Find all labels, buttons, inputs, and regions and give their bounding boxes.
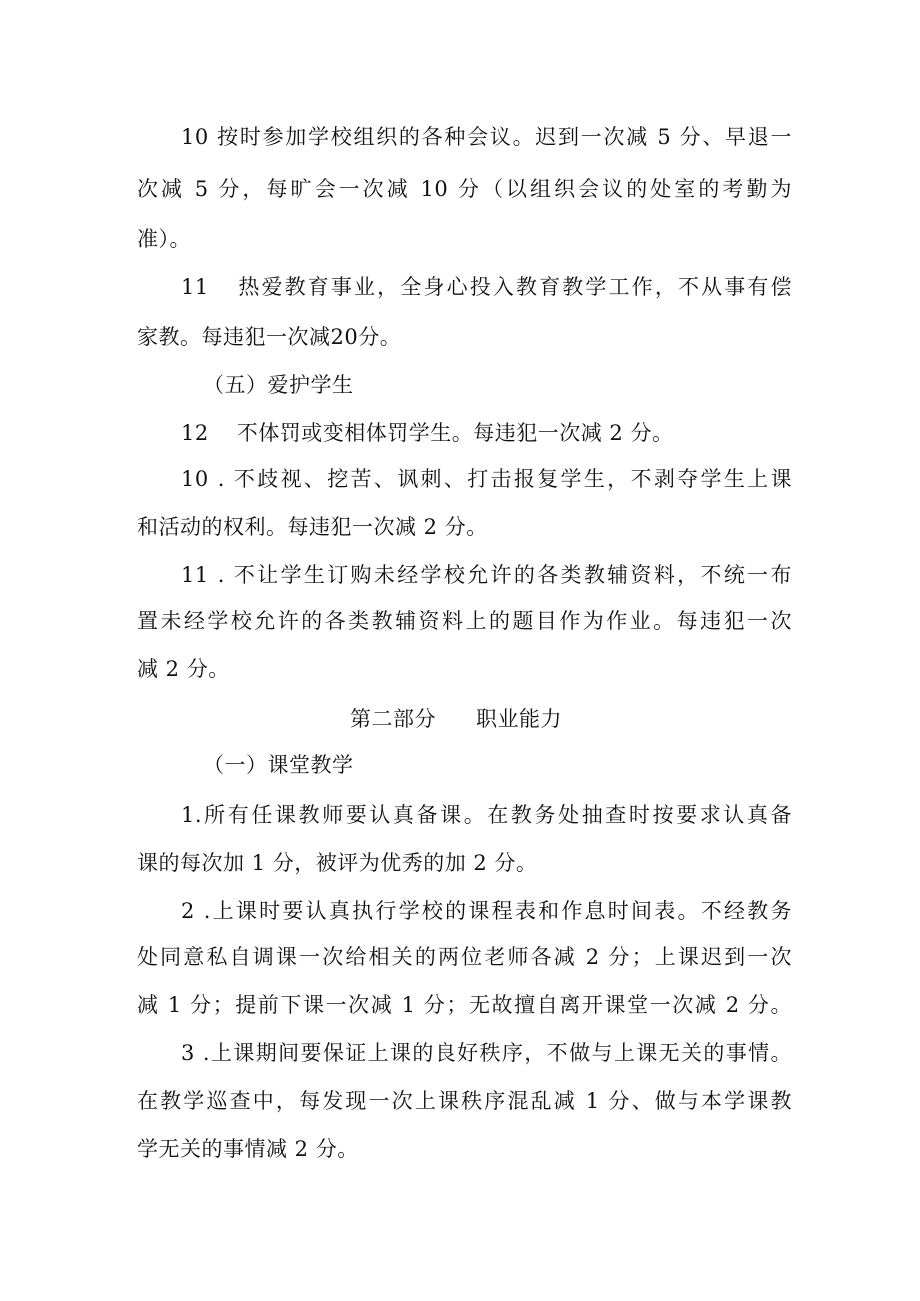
text-line-25: 学无关的事情减 2 分。: [137, 1137, 359, 1161]
text-line-2: 次减 5 分，每旷会一次减 10 分（以组织会议的处室的考勤为: [137, 177, 792, 201]
part-two-heading: [350, 704, 562, 734]
item-12-paragraph: [181, 418, 673, 448]
part-two-title: 职业能力: [476, 707, 562, 731]
item-11-text: 热爱教育事业，全身心投入教育教学工作，不从事有偿: [236, 275, 792, 299]
text-line-14: 减 2 分。: [137, 657, 230, 681]
text-line-22: 减 1 分；提前下课一次减 1 分；无故擅自离开课堂一次减 2 分。: [137, 993, 792, 1017]
text-line-3: 准）。: [137, 227, 191, 251]
section-heading-classroom-teaching: （一）课堂教学: [203, 753, 354, 777]
text-line-18: 1.所有任课教师要认真备课。在教务处抽查时按要求认真备: [181, 803, 792, 827]
text-line-12: 11 . 不让学生订购未经学校允许的各类教辅资料，不统一布: [181, 563, 792, 587]
part-two-label: 第二部分: [350, 707, 436, 731]
text-line-6: 家教。每违犯一次减20分。: [137, 325, 402, 349]
text-line-10: 10 . 不歧视、挖苦、讽刺、打击报复学生，不剥夺学生上课: [181, 467, 792, 491]
item-12-text: 不体罚或变相体罚学生。每违犯一次减 2 分。: [236, 421, 674, 445]
text-line-19: 课的每次加 1 分，被评为优秀的加 2 分。: [137, 851, 538, 875]
text-line-21: 处同意私自调课一次给相关的两位老师各减 2 分；上课迟到一次: [137, 945, 792, 969]
item-number-12: 12: [181, 421, 209, 445]
section-heading-protect-students: （五）爱护学生: [203, 373, 354, 397]
text-line-1: 10 按时参加学校组织的各种会议。迟到一次减 5 分、早退一: [181, 125, 792, 149]
text-line-20: 2 .上课时要认真执行学校的课程表和作息时间表。不经教务: [181, 899, 792, 923]
text-line-24: 在教学巡查中，每发现一次上课秩序混乱减 1 分、做与本学课教: [137, 1089, 792, 1113]
text-line-13: 置未经学校允许的各类教辅资料上的题目作为作业。每违犯一次: [137, 609, 792, 633]
item-number-11: 11: [181, 275, 209, 299]
text-line-11: 和活动的权利。每违犯一次减 2 分。: [137, 515, 488, 539]
item-11-paragraph: [181, 272, 792, 302]
text-line-23: 3 .上课期间要保证上课的良好秩序，不做与上课无关的事情。: [181, 1041, 792, 1065]
